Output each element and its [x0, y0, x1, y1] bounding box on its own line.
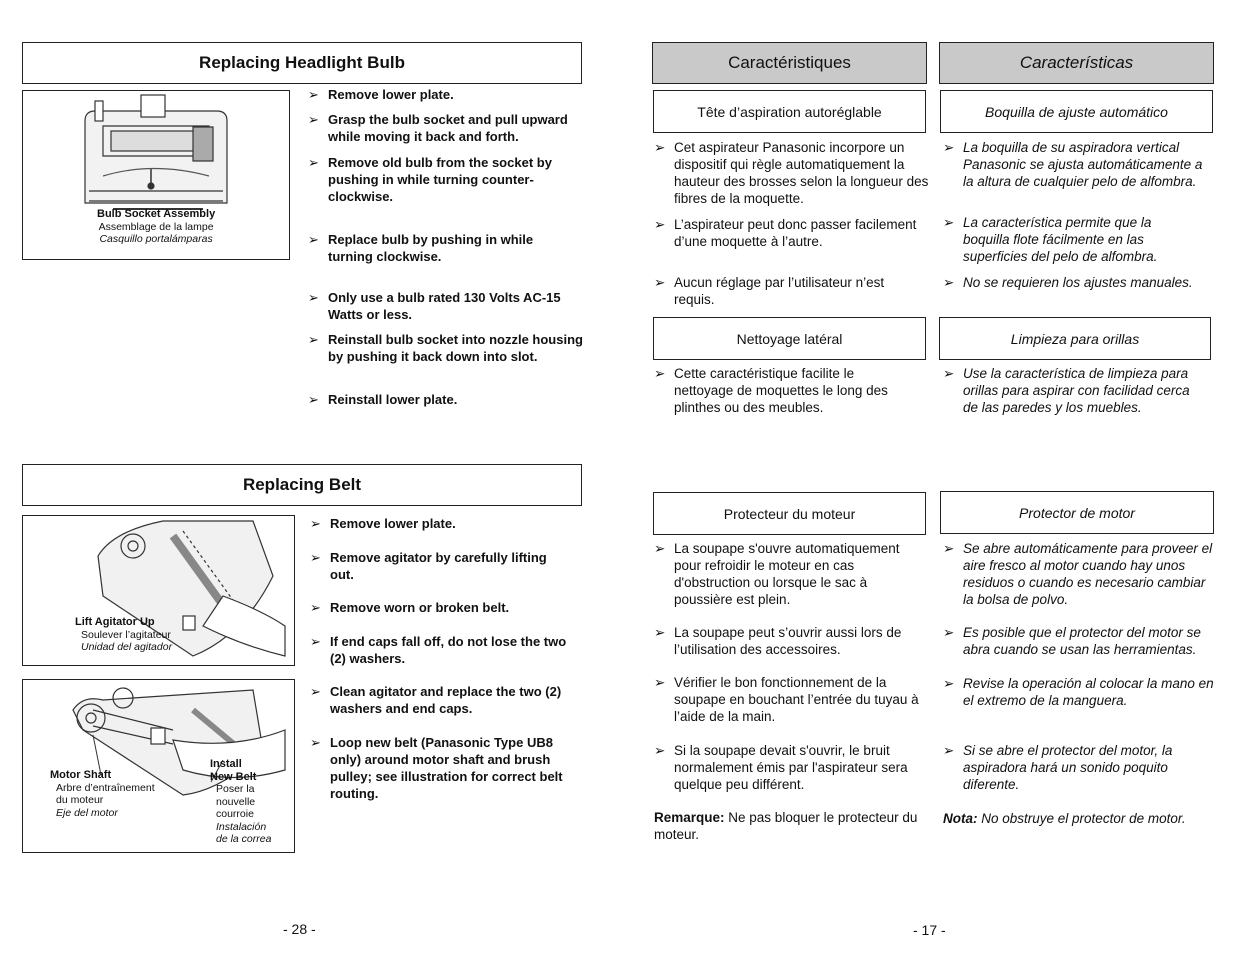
- install-belt-illustration: [22, 679, 295, 853]
- headlight-step-1: ➢ Remove lower plate.: [308, 87, 454, 102]
- es-s1-title: Boquilla de ajuste automático: [940, 90, 1213, 133]
- es-s2-item-1: ➢ Use la característica de limpieza para orillas para aspirar con facilidad cerca de las paredes y los muebles.: [943, 366, 1190, 415]
- fr-note: Remarque: Ne pas bloquer le protecteur du moteur.: [654, 810, 918, 842]
- es-s1-item-1: ➢ La boquilla de su aspiradora vertical Panasonic se ajusta automáticamente a la altura de cualquier pelo de alfombra.: [943, 140, 1203, 189]
- es-s1-item-2: ➢ La característica permite que la boquilla flote fácilmente en las superficies del pelo de alfombra.: [943, 215, 1158, 264]
- belt-step-2: ➢ Remove agitator by carefully lifting out.: [310, 550, 547, 582]
- headlight-step-5: ➢ Only use a bulb rated 130 Volts AC-15 Watts or less.: [308, 290, 561, 322]
- fr-s3-item-1: ➢ La soupape s'ouvre automatiquement pour refroidir le moteur en cas d'obstruction ou lorsque le sac à poussière est plein.: [654, 541, 900, 607]
- fr-s1-item-1: ➢ Cet aspirateur Panasonic incorpore un dispositif qui règle automatiquement la hauteur des brosses selon la longueur des fibres de la moquette.: [654, 140, 929, 206]
- fr-section-title: Caractéristiques: [652, 42, 927, 84]
- install-belt-caption: Install New Belt Poser la nouvelle courroie Instalación de la correa: [210, 758, 272, 845]
- es-s3-item-1: ➢ Se abre automáticamente para proveer el aire fresco al motor cuando hay unos residuos o cuando es necesario cambiar la bolsa de polvo.: [943, 541, 1213, 607]
- belt-step-1: ➢ Remove lower plate.: [310, 516, 456, 531]
- fr-s2-item-1: ➢ Cette caractéristique facilite le nettoyage de moquettes le long des plinthes ou des meubles.: [654, 366, 888, 415]
- fr-s1-title: Tête d’aspiration autoréglable: [653, 90, 926, 133]
- belt-step-6: ➢ Loop new belt (Panasonic Type UB8 only) around motor shaft and brush pulley; see illustration for correct belt routing.: [310, 735, 563, 801]
- es-s3-item-2: ➢ Es posible que el protector del motor se abra cuando se usan las herramientas.: [943, 625, 1201, 657]
- page-number-left: - 28 -: [283, 921, 316, 937]
- fr-s3-title: Protecteur du moteur: [653, 492, 926, 535]
- belt-section-title: Replacing Belt: [22, 464, 582, 506]
- headlight-step-2: ➢ Grasp the bulb socket and pull upward while moving it back and forth.: [308, 112, 568, 144]
- belt-step-3: ➢ Remove worn or broken belt.: [310, 600, 510, 615]
- headlight-step-3: ➢ Remove old bulb from the socket by pushing in while turning counter-clockwise.: [308, 155, 552, 204]
- fr-s1-item-3: ➢ Aucun réglage par l’utilisateur n’est requis.: [654, 275, 885, 307]
- lift-agitator-caption: Lift Agitator Up Soulever l’agitateur Unidad del agitador: [75, 616, 173, 653]
- headlight-step-4: ➢ Replace bulb by pushing in while turning clockwise.: [308, 232, 534, 264]
- es-note: Nota: No obstruye el protector de motor.: [943, 811, 1186, 826]
- page-number-right: - 17 -: [913, 922, 946, 938]
- fr-s3-item-2: ➢ La soupape peut s’ouvrir aussi lors de l’utilisation des accessoires.: [654, 625, 902, 657]
- fr-s2-title: Nettoyage latéral: [653, 317, 926, 360]
- es-s3-title: Protector de motor: [940, 491, 1214, 534]
- es-s3-item-3: ➢ Revise la operación al colocar la mano en el extremo de la manguera.: [943, 676, 1214, 708]
- motor-shaft-caption: Motor Shaft Arbre d’entraînement du moteur Eje del motor: [50, 769, 155, 819]
- belt-step-4: ➢ If end caps fall off, do not lose the two (2) washers.: [310, 634, 567, 666]
- fr-s3-item-4: ➢ Si la soupape devait s'ouvrir, le bruit normalement émis par l'aspirateur sera quelque peu différent.: [654, 743, 908, 792]
- es-s1-item-3: ➢ No se requieren los ajustes manuales.: [943, 275, 1193, 290]
- bulb-socket-caption: Bulb Socket Assembly Assemblage de la lampe Casquillo portalámparas: [97, 208, 216, 245]
- bulb-socket-illustration: [22, 90, 290, 260]
- es-s3-item-4: ➢ Si se abre el protector del motor, la aspiradora hará un sonido poquito diferente.: [943, 743, 1173, 792]
- belt-step-5: ➢ Clean agitator and replace the two (2) washers and end caps.: [310, 684, 562, 716]
- fr-s3-item-3: ➢ Vérifier le bon fonctionnement de la soupape en bouchant l’entrée du tuyau à l’aide de la main.: [654, 675, 919, 724]
- fr-s1-item-2: ➢ L’aspirateur peut donc passer facilement d’une moquette à l’autre.: [654, 217, 917, 249]
- es-s2-title: Limpieza para orillas: [939, 317, 1211, 360]
- lift-agitator-illustration: [22, 515, 295, 666]
- es-section-title: Características: [939, 42, 1214, 84]
- headlight-step-6: ➢ Reinstall bulb socket into nozzle housing by pushing it back down into slot.: [308, 332, 583, 364]
- headlight-step-7: ➢ Reinstall lower plate.: [308, 392, 458, 407]
- headlight-section-title: Replacing Headlight Bulb: [22, 42, 582, 84]
